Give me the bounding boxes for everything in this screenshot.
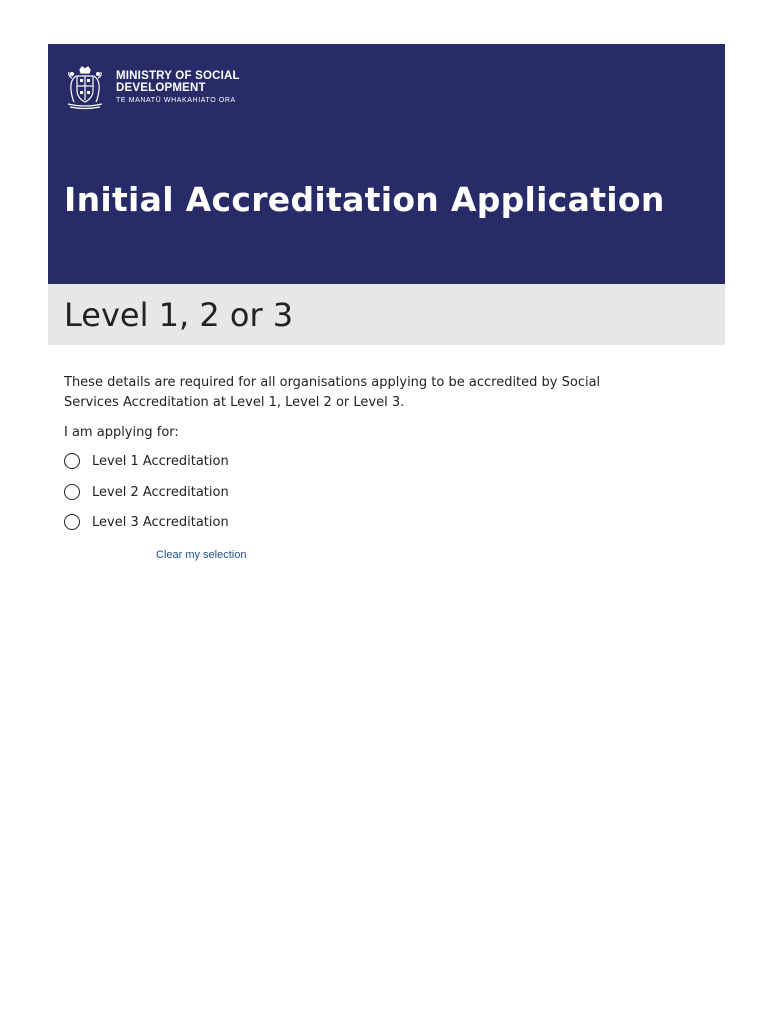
logo-line-1: MINISTRY OF SOCIAL	[116, 70, 240, 82]
subtitle-band	[48, 284, 725, 345]
question-label: I am applying for:	[64, 425, 179, 440]
radio-level-2[interactable]	[64, 484, 229, 500]
radio-unchecked-icon[interactable]	[64, 453, 80, 469]
clear-selection-link[interactable]: Clear my selection	[156, 549, 247, 561]
radio-unchecked-icon[interactable]	[64, 514, 80, 530]
radio-label-level-3[interactable]: Level 3 Accreditation	[92, 514, 229, 530]
logo-line-3: TE MANATŪ WHAKAHIATO ORA	[116, 97, 236, 104]
radio-label-level-1[interactable]: Level 1 Accreditation	[92, 453, 229, 469]
ministry-logo	[62, 64, 240, 110]
radio-level-1[interactable]	[64, 453, 229, 469]
page-subtitle: Level 1, 2 or 3	[64, 296, 294, 334]
radio-label-level-2[interactable]: Level 2 Accreditation	[92, 484, 229, 500]
header-band	[48, 44, 725, 284]
page-title: Initial Accreditation Application	[64, 180, 665, 219]
radio-level-3[interactable]	[64, 514, 229, 530]
radio-unchecked-icon[interactable]	[64, 484, 80, 500]
logo-line-2: DEVELOPMENT	[116, 82, 206, 94]
logo-wordmark	[116, 70, 240, 106]
intro-text: These details are required for all organisations applying to be accredited by Social Services Accreditation at Level 1, Level 2 or Level 3.	[64, 375, 601, 410]
coat-of-arms-icon	[62, 64, 108, 110]
